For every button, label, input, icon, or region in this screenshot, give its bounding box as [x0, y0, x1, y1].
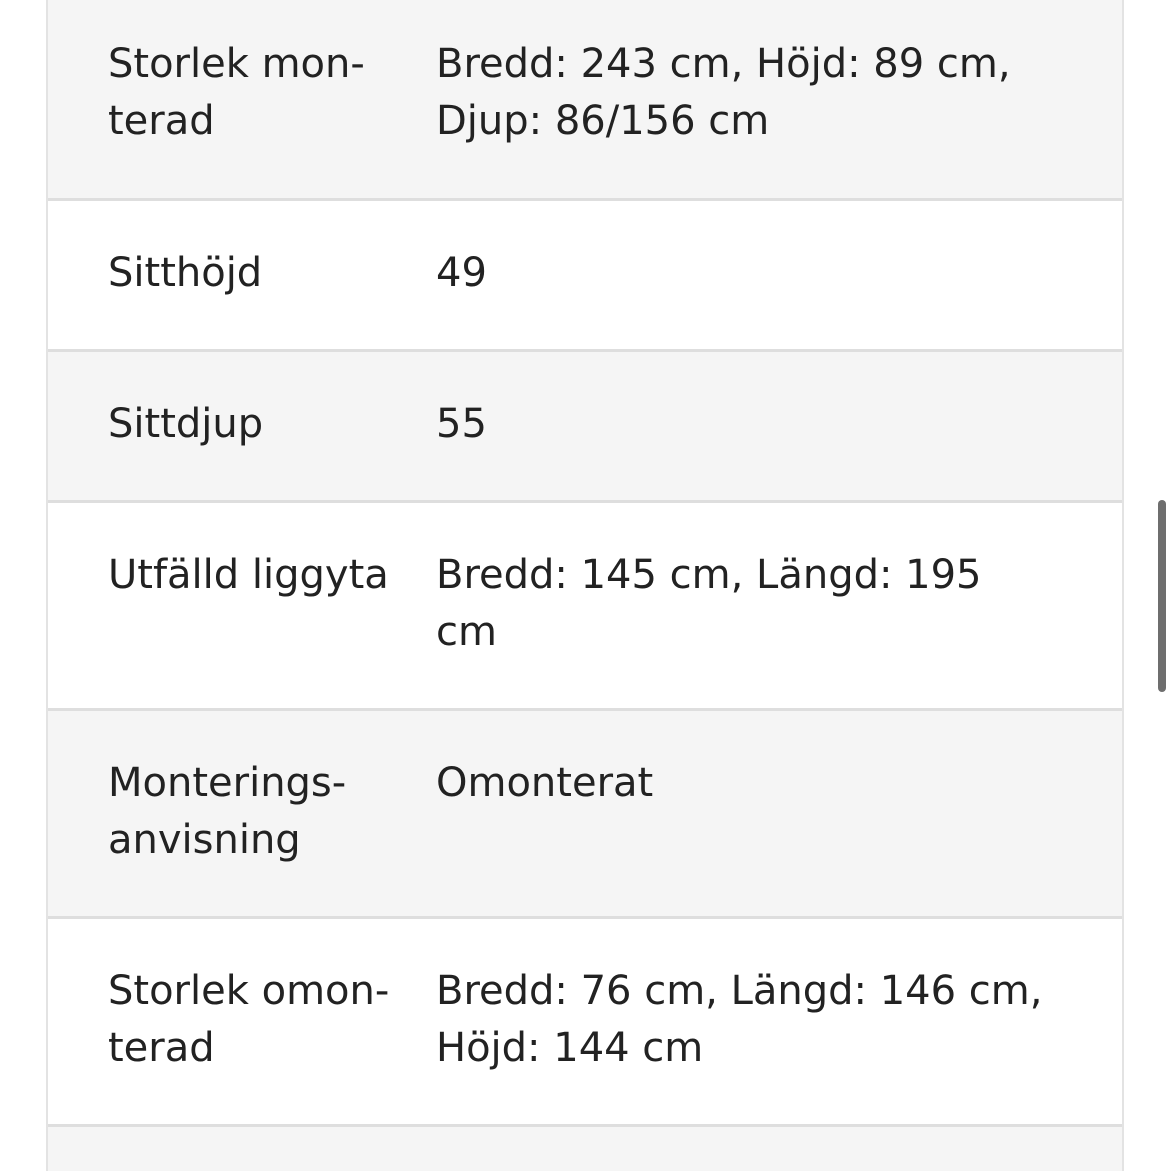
spec-row-bed-surface [48, 503, 1122, 711]
spec-value: Bredd: 243 cm, Höjd: 89 cm, Djup: 86/156 cm [436, 41, 1011, 144]
spec-key: Monterings- anvisning [108, 760, 347, 863]
spec-row-assembly-instructions [48, 711, 1122, 919]
spec-row-partial [48, 1127, 1122, 1171]
spec-value: Omonterat [436, 760, 654, 806]
scrollbar-thumb[interactable] [1158, 500, 1166, 692]
spec-value: 49 [436, 250, 487, 296]
spec-key: Storlek mon- terad [108, 41, 365, 144]
spec-value: Bredd: 76 cm, Längd: 146 cm, Höjd: 144 cm [436, 968, 1043, 1071]
spec-row-assembled-size [48, 0, 1122, 201]
product-spec-table [46, 0, 1124, 1171]
spec-value: Bredd: 145 cm, Längd: 195 cm [436, 552, 982, 655]
spec-key: Storlek omon- terad [108, 968, 390, 1071]
spec-key: Sitthöjd [108, 250, 263, 296]
spec-row-seat-depth [48, 352, 1122, 503]
spec-key: Utfälld liggyta [108, 552, 389, 598]
spec-row-unassembled-size [48, 919, 1122, 1127]
spec-value: 55 [436, 401, 487, 447]
spec-key: Sittdjup [108, 401, 264, 447]
spec-row-seat-height [48, 201, 1122, 352]
